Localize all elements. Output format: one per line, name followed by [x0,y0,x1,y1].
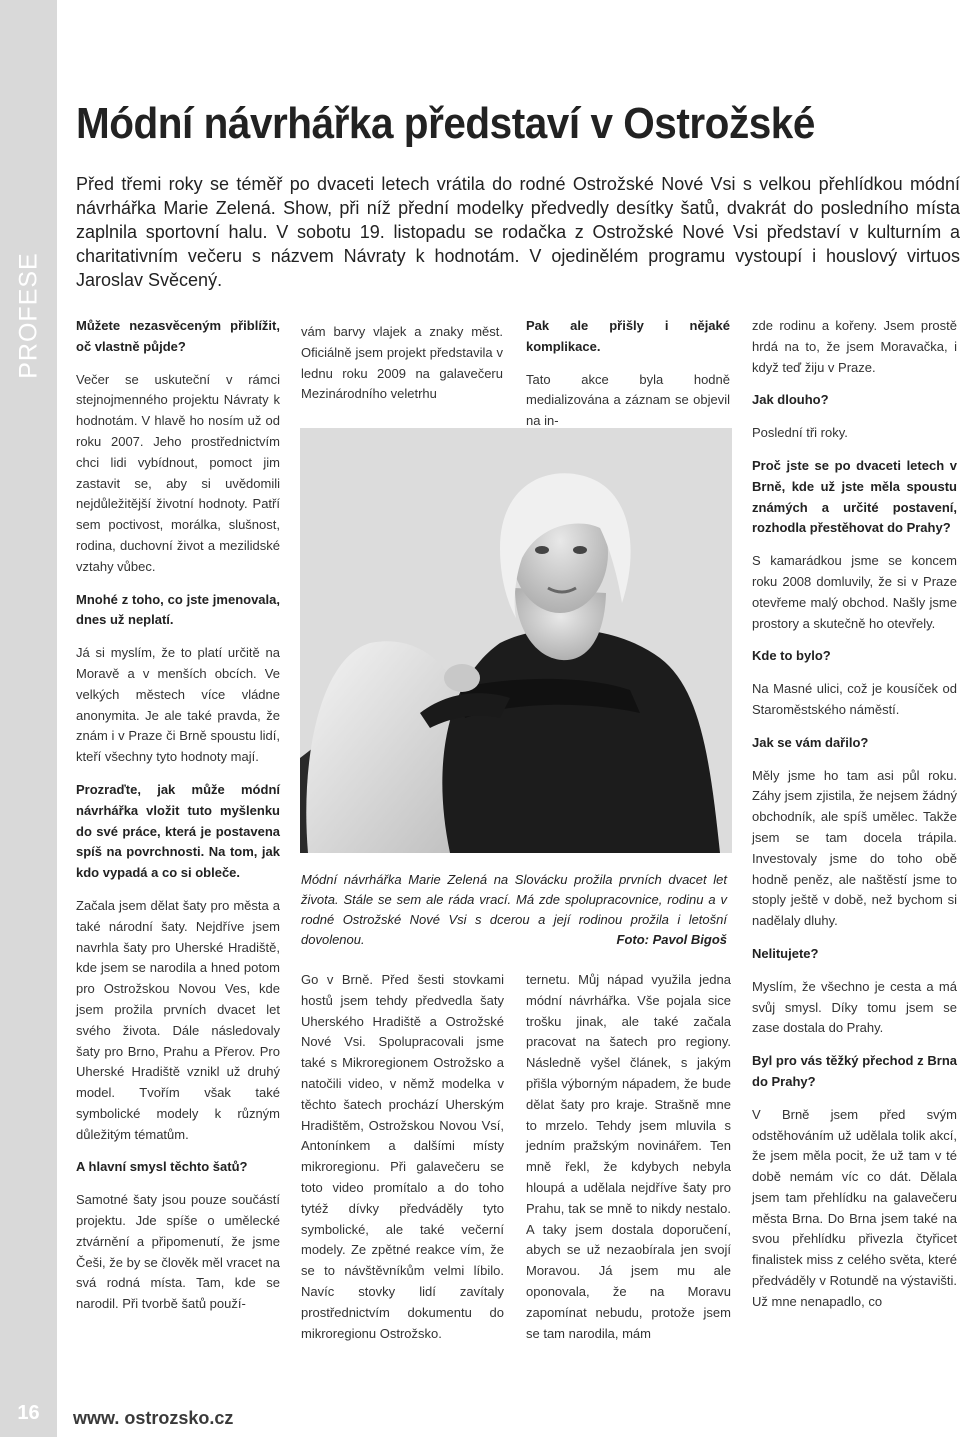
portrait-illustration [300,428,732,853]
column-1 [76,316,280,1327]
interview-answer: ternetu. Můj nápad využila jedna módní návrhářka. Vše pojala sice trošku jinak, ale také začala pracovat na šatech pro regiony. Následně vyšel článek, s jakým přišla výborným nápadem, že bude dělat šaty pro kraje. Strašně mne to mrzelo. Tehdy jsem mluvila s jedním pražským novinářem. Ten mně řekl, že kdybych nebyla hloupá a udělala nejdříve šaty pro Prahu, tak se mně to nikdy nestalo. A taky jsem dostala doporučení, abych se už nezaobírala jen svojí Moravou. Já jsem mu ale oponovala, že na Moravu zapomínat nebudu, protože jsem se tam narodila, mám [526,972,731,1341]
caption-text: Módní návrhářka Marie Zelená na Slovácku prožila prvních dvacet let života. Stále se sem ale ráda vrací. Má zde spolupracovnice, rodinu a v rodné Ostrožské Nové Vsi s dcerou a její rodinou prožila i letošní dovolenou. [301,872,727,947]
page-number: 16 [17,1402,40,1424]
interview-question: Byl pro vás těžký přechod z Brna do Prahy? [752,1053,957,1089]
portrait-photo [300,428,732,853]
interview-question: Prozraďte, jak může módní návrhářka vložit tuto myšlenku do své práce, která je postavena spíš na povrchnosti. Na tom, jak kdo vypadá a co si obleče. [76,781,280,881]
section-label: PROFESE [14,251,43,379]
interview-answer: Tato akce byla hodně medializována a záznam se objevil na in- [526,371,730,429]
interview-question: A hlavní smysl těchto šatů? [76,1159,248,1175]
photo-caption [301,870,727,950]
column-2-bottom [301,970,504,1356]
interview-question: Nelitujete? [752,945,819,961]
interview-answer: Měly jsme ho tam asi půl roku. Záhy jsem zjistila, že nejsem žádný obchodník, ale spíš umělec. Takže jsem se tam docela trápila. Investovaly jsme do toho obě hodně peněz, ale naštěstí jsme to stoply ještě v době, než bychom si nadělaly dluhy. [752,767,957,929]
interview-answer: Poslední tři roky. [752,425,848,441]
perex: Před třemi roky se téměř po dvaceti letech vrátila do rodné Ostrožské Nové Vsi s velkou přehlídkou módní návrhářka Marie Zelená. Show, při níž přední modelky předvedly desítky šatů, dvakrát do posledního místa zaplnila sportovní halu. V sobotu 19. listopadu se rodačka z Ostrožské Nové Vsi představí v kulturním a charitativním večeru s názvem Návraty k hodnotám. V ojedinělém programu vystoupí i houslový virtuos Jaroslav Svěcený. [76,174,960,290]
interview-answer: Začala jsem dělat šaty pro města a také národní šaty. Nejdříve jsem navrhla šaty pro Uherské Hradiště, kde jsem se narodila a hned potom pro Ostrožskou Novou Ves, kde jsem prožila prvních dvacet let svého života. Dále následovaly šaty pro Brno, Prahu a Přerov. Pro Uherské Hradiště vznikl už druhý model. Tvořím však také symbolické modely k různým důležitým tématům. [76,897,280,1142]
interview-question: Jak dlouho? [752,392,829,408]
website-footer: www. ostrozsko.cz [73,1408,234,1428]
interview-answer: Myslím, že všechno je cesta a má svůj smysl. Díky tomu jsem se zase dostala do Prahy. [752,978,957,1036]
interview-answer: Večer se uskuteční v rámci stejnojmenného projektu Návraty k hodnotám. V hlavě ho nosím už od roku 2007. Jeho prostřednictvím chci lidi vybídnout, pomoct jim zastavit se, aby si uvědomili nejdůležitější životní hodnoty. Patří sem poctivost, morálka, slušnost, rodina, duchovní život a mezilidské vztahy vůbec. [76,371,280,574]
photo-credit: Foto: Pavol Bigoš [616,932,727,947]
interview-question: Kde to bylo? [752,648,831,664]
interview-answer: Go v Brně. Před šesti stovkami hostů jsem tehdy předvedla šaty Uherského Hradiště a Ostrožské Nové Vsi. Spolupracovali jsme také s Mikroregionem Ostrožsko a natočili video, v němž modelka v těchto šatech prochází Uherským Hradištěm, Ostrožskou Novou Vsí, Antonínkem a dalšími místy mikroregionu. Při galavečeru se toto video promítalo a do toho tytéž dívky předváděly tyto symbolické, ale také večerní modely. Ze zpětné reakce vím, že se to návštěvníkům velmi líbilo. Navíc stovky lidí zavítaly prostřednictvím dokumentu do mikroregionu Ostrožsko. [301,972,504,1341]
interview-question: Pak ale přišly i nějaké komplikace. [526,318,730,354]
column-3-top [526,316,730,444]
column-2-top [301,322,503,417]
headline: Módní návrhářka představí v Ostrožské [76,99,815,148]
interview-answer: Já si myslím, že to platí určitě na Moravě a v menších obcích. Ve velkých městech více vládne anonymita. Je ale také pravda, že znám i v Praze či Brně spoustu lidí, kteří všechny tyto hodnoty mají. [76,645,280,765]
column-3-bottom [526,970,731,1356]
interview-answer: zde rodinu a kořeny. Jsem prostě hrdá na to, že jsem Moravačka, i když teď žiju v Praze. [752,318,957,375]
section-sidebar [0,0,57,1437]
interview-answer: V Brně jsem před svým odstěhováním už udělala tolik akcí, že jsem měla pocit, že už tam v té době nemám víc co dát. Dělala jsem tam přehlídku na galavečeru města Brna. Do Brna jsem také na svou přehlídku přivezla čtyřicet finalistek miss z celého světa, které předváděly v Rotundě na výstavišti. Už mne nenapadlo, co [752,1106,957,1309]
interview-answer: Na Masné ulici, což je kousíček od Staroměstského náměstí. [752,681,957,717]
column-4 [752,316,957,1325]
interview-answer: Samotné šaty jsou pouze součástí projektu. Jde spíše o umělecké ztvárnění a připomenutí, že jsme Češi, že by se člověk měl vracet na svá rodná místa. Tam, kde se narodil. Při tvorbě šatů použí- [76,1192,280,1312]
interview-answer: S kamarádkou jsme se koncem roku 2008 domluvily, že si v Praze otevřeme malý obchod. Našly jsme prostory a skutečně ho otevřely. [752,553,957,631]
interview-question: Mnohé z toho, co jste jmenovala, dnes už neplatí. [76,591,280,628]
interview-question: Proč jste se po dvaceti letech v Brně, kde už jste měla spoustu známých a určité postavení, rozhodla přestěhovat do Prahy? [752,457,957,536]
interview-answer: vám barvy vlajek a znaky měst. Oficiálně jsem projekt představila v lednu roku 2009 na galavečeru Mezinárodního veletrhu [301,324,503,402]
interview-question: Jak se vám dařilo? [752,734,869,750]
interview-question: Můžete nezasvěceným přiblížit, oč vlastně půjde? [76,318,280,354]
